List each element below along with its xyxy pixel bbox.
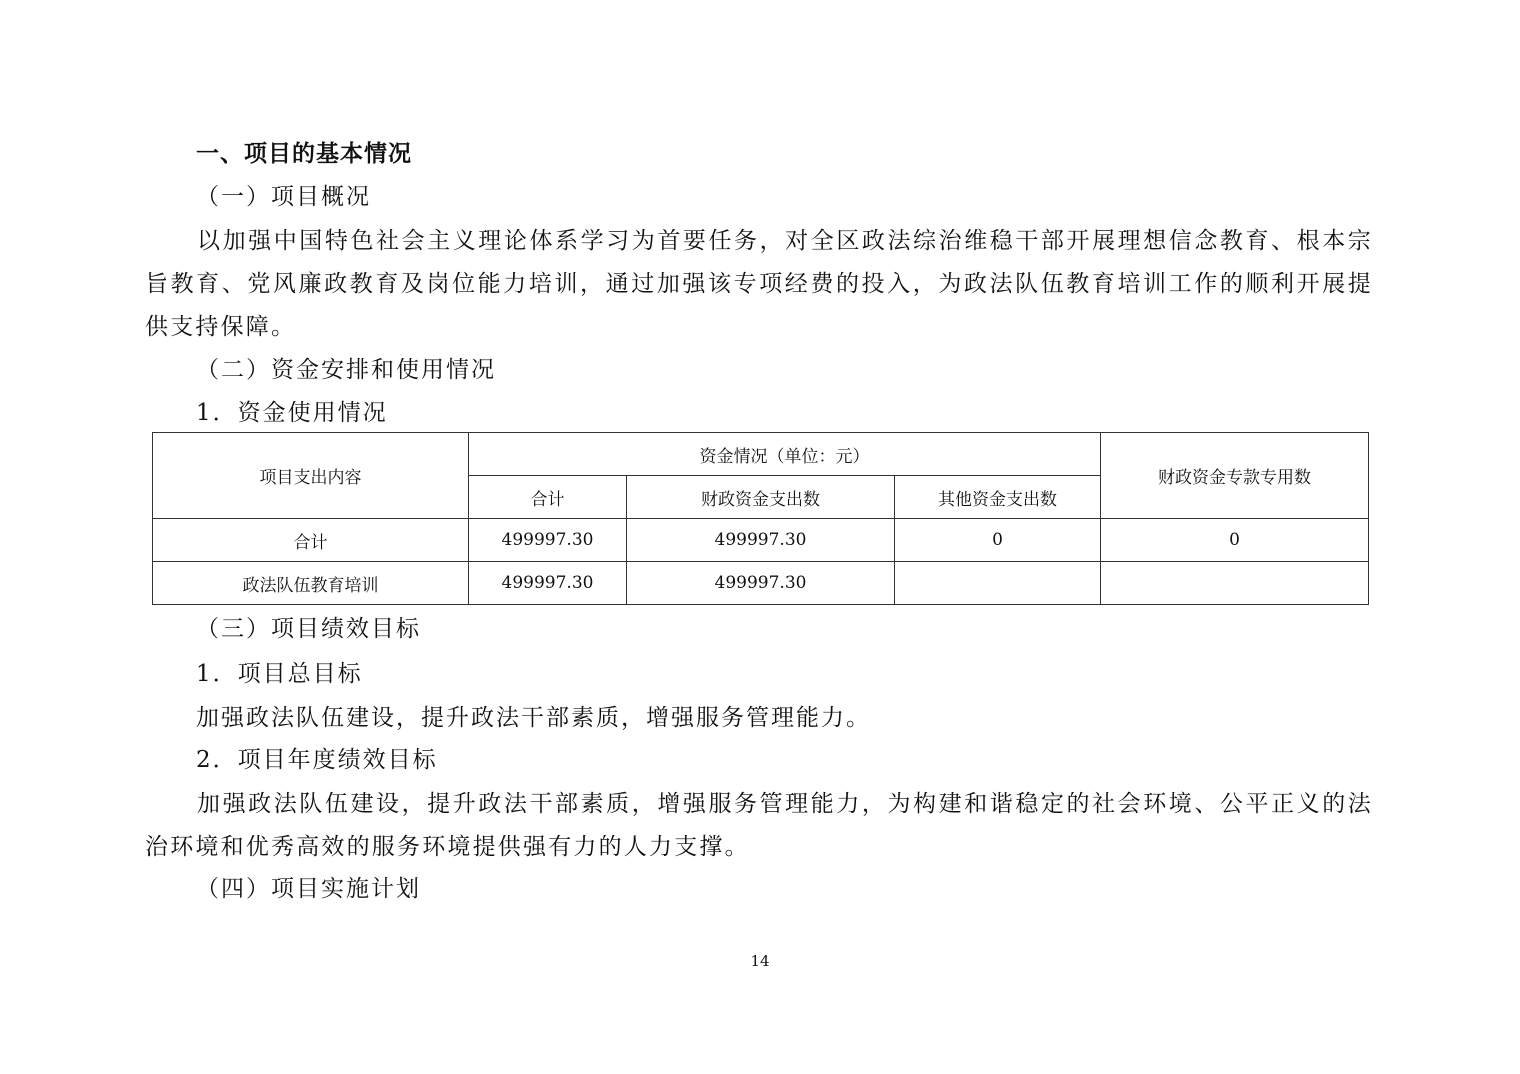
subsection-heading-performance-goals: （三）项目绩效目标: [196, 616, 421, 642]
section-heading-basic-info: 一、项目的基本情况: [196, 141, 412, 167]
header-item: 项目支出内容: [153, 433, 469, 519]
cell-fiscal: 499997.30: [627, 562, 895, 605]
table-row: [153, 562, 1369, 605]
cell-item: 合计: [153, 519, 469, 562]
fund-usage-table: [152, 432, 1369, 605]
overview-paragraph: 以加强中国特色社会主义理论体系学习为首要任务，对全区政法综治维稳干部开展理想信念教育、根本宗旨教育、党风廉政教育及岗位能力培训，通过加强该专项经费的投入，为政法队伍教育培训工作的顺利开展提供支持保障。: [145, 228, 1373, 340]
item-heading-fund-usage: 1．资金使用情况: [196, 400, 388, 426]
cell-dedicated: 0: [1101, 519, 1369, 562]
header-total: 合计: [469, 476, 627, 519]
table-row: [153, 519, 1369, 562]
header-fund-group: 资金情况（单位：元）: [469, 433, 1101, 476]
header-fiscal: 财政资金支出数: [627, 476, 895, 519]
table-header-row: [153, 433, 1369, 476]
cell-other: [895, 562, 1101, 605]
item-heading-annual-goal: 2．项目年度绩效目标: [196, 747, 438, 773]
cell-dedicated: [1101, 562, 1369, 605]
cell-other: 0: [895, 519, 1101, 562]
overall-goal-paragraph: 加强政法队伍建设，提升政法干部素质，增强服务管理能力。: [196, 705, 871, 731]
page-number: 14: [750, 952, 770, 970]
cell-total: 499997.30: [469, 519, 627, 562]
cell-total: 499997.30: [469, 562, 627, 605]
subsection-heading-funds: （二）资金安排和使用情况: [196, 357, 496, 383]
header-dedicated: 财政资金专款专用数: [1101, 433, 1369, 519]
header-other: 其他资金支出数: [895, 476, 1101, 519]
cell-fiscal: 499997.30: [627, 519, 895, 562]
item-heading-overall-goal: 1．项目总目标: [196, 661, 363, 687]
subsection-heading-overview: （一）项目概况: [196, 184, 371, 210]
cell-item: 政法队伍教育培训: [153, 562, 469, 605]
subsection-heading-implementation-plan: （四）项目实施计划: [196, 876, 421, 902]
annual-goal-paragraph: 加强政法队伍建设，提升政法干部素质，增强服务管理能力，为构建和谐稳定的社会环境、公平正义的法治环境和优秀高效的服务环境提供强有力的人力支撑。: [145, 791, 1373, 860]
